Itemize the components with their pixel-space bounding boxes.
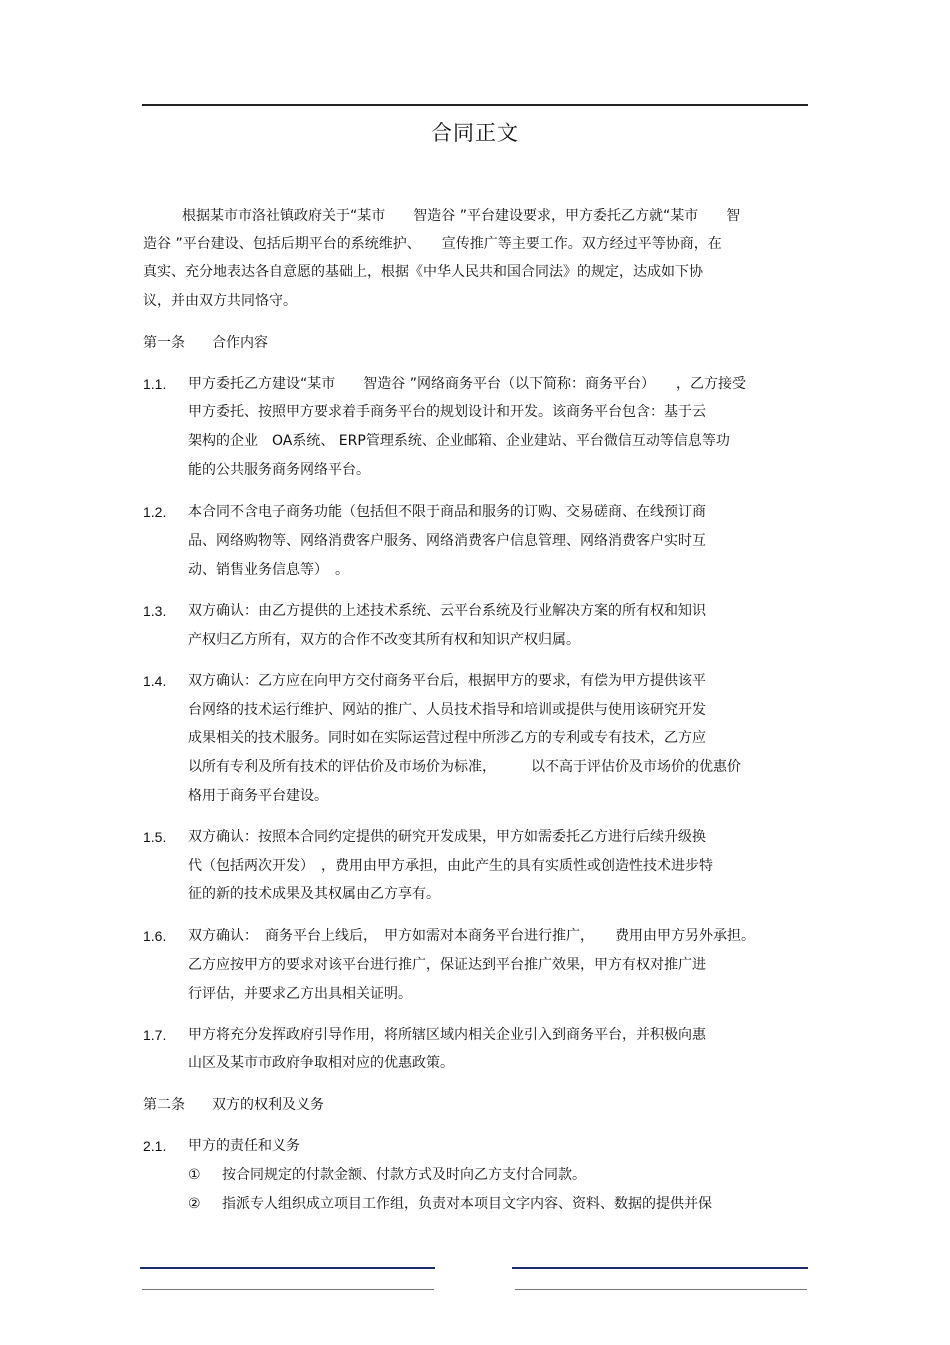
article-2-heading: 双方的权利及义务 (212, 1097, 324, 1113)
clause-number: 1.1. (143, 376, 167, 392)
clause-number: 1.7. (143, 1027, 167, 1043)
clause-number: 1.4. (143, 673, 167, 689)
clause-line: 甲方将充分发挥政府引导作用，将所辖区域内相关企业引入到商务平台，并积极向惠 (188, 1027, 706, 1043)
article-1-heading: 合作内容 (212, 335, 268, 351)
clause-line: 成果相关的技术服务。同时如在实际运营过程中所涉乙方的专利或专有技术，乙方应 (188, 730, 706, 746)
clause-line: 甲方委托、按照甲方要求着手商务平台的规划设计和开发。该商务平台包含：基于云 (188, 404, 706, 420)
clause-number: 1.5. (143, 829, 167, 845)
clause-line: 双方确认： 商务平台上线后， 甲方如需对本商务平台进行推广， 费用由甲方另外承担。 (188, 928, 755, 944)
preamble-line-2: 造谷 ”平台建设、包括后期平台的系统维护、 宣传推广等主要工作。双方经过平等协商，在 (143, 236, 722, 252)
clause-line: 代（包括两次开发） ，费用由甲方承担，由此产生的具有实质性或创造性技术进步特 (188, 858, 713, 874)
clause-line: 动、销售业务信息等） 。 (188, 562, 349, 578)
clause-line: 架构的企业 OA系统、 ERP管理系统、企业邮箱、企业建站、平台微信互动等信息等功 (188, 433, 730, 449)
clause-line: 双方确认：乙方应在向甲方交付商务平台后，根据甲方的要求，有偿为甲方提供该平 (188, 673, 706, 689)
clause-line: 行评估，并要求乙方出具相关证明。 (188, 986, 412, 1002)
clause-line: 以所有专利及所有技术的评估价及市场价为标准， 以不高于评估价及市场价的优惠价 (188, 759, 741, 775)
article-1-number: 第一条 (143, 335, 185, 351)
clause-line: 双方确认：由乙方提供的上述技术系统、云平台系统及行业解决方案的所有权和知识 (188, 603, 706, 619)
list-item: 按合同规定的付款金额、付款方式及时向乙方支付合同款。 (222, 1167, 586, 1183)
clause-number: 2.1. (143, 1138, 167, 1154)
clause-line: 产权归乙方所有，双方的合作不改变其所有权和知识产权归属。 (188, 632, 580, 648)
article-2-number: 第二条 (143, 1097, 185, 1113)
clause-number: 1.3. (143, 603, 167, 619)
clause-line: 征的新的技术成果及其权属由乙方享有。 (188, 886, 440, 902)
clause-line: 乙方应按甲方的要求对该平台进行推广，保证达到平台推广效果，甲方有权对推广进 (188, 957, 706, 973)
clause-number: 1.2. (143, 504, 167, 520)
clause-line: 山区及某市市政府争取相对应的优惠政策。 (188, 1055, 454, 1071)
clause-line: 品、网络购物等、网络消费客户服务、网络消费客户信息管理、网络消费客户实时互 (188, 533, 706, 549)
list-item-marker: ② (188, 1196, 201, 1212)
page-title: 合同正文 (431, 121, 519, 145)
header-rule (142, 104, 808, 106)
preamble-line-3: 真实、充分地表达各自意愿的基础上，根据《中华人民共和国合同法》的规定，达成如下协 (143, 264, 703, 280)
preamble-line-1: 根据某市市洛社镇政府关于“某市 智造谷 ”平台建设要求，甲方委托乙方就“某市 智 (182, 208, 741, 224)
signature-line-right (512, 1267, 808, 1269)
clause-line: 甲方的责任和义务 (188, 1138, 300, 1154)
clause-line: 本合同不含电子商务功能（包括但不限于商品和服务的订购、交易磋商、在线预订商 (188, 504, 706, 520)
clause-line: 能的公共服务商务网络平台。 (188, 462, 370, 478)
signature-underline-left (142, 1289, 434, 1290)
clause-number: 1.6. (143, 928, 167, 944)
clause-line: 台网络的技术运行维护、网站的推广、人员技术指导和培训或提供与使用该研究开发 (188, 702, 706, 718)
preamble-line-4: 议，并由双方共同恪守。 (143, 293, 297, 309)
list-item-marker: ① (188, 1167, 201, 1183)
signature-line-left (140, 1267, 435, 1269)
clause-line: 甲方委托乙方建设“某市 智造谷 ”网络商务平台（以下简称：商务平台） ，乙方接受 (188, 376, 746, 392)
clause-line: 双方确认：按照本合同约定提供的研究开发成果，甲方如需委托乙方进行后续升级换 (188, 829, 706, 845)
clause-line: 格用于商务平台建设。 (188, 788, 328, 804)
signature-underline-right (515, 1289, 807, 1290)
list-item: 指派专人组织成立项目工作组，负责对本项目文字内容、资料、数据的提供并保 (222, 1196, 712, 1212)
